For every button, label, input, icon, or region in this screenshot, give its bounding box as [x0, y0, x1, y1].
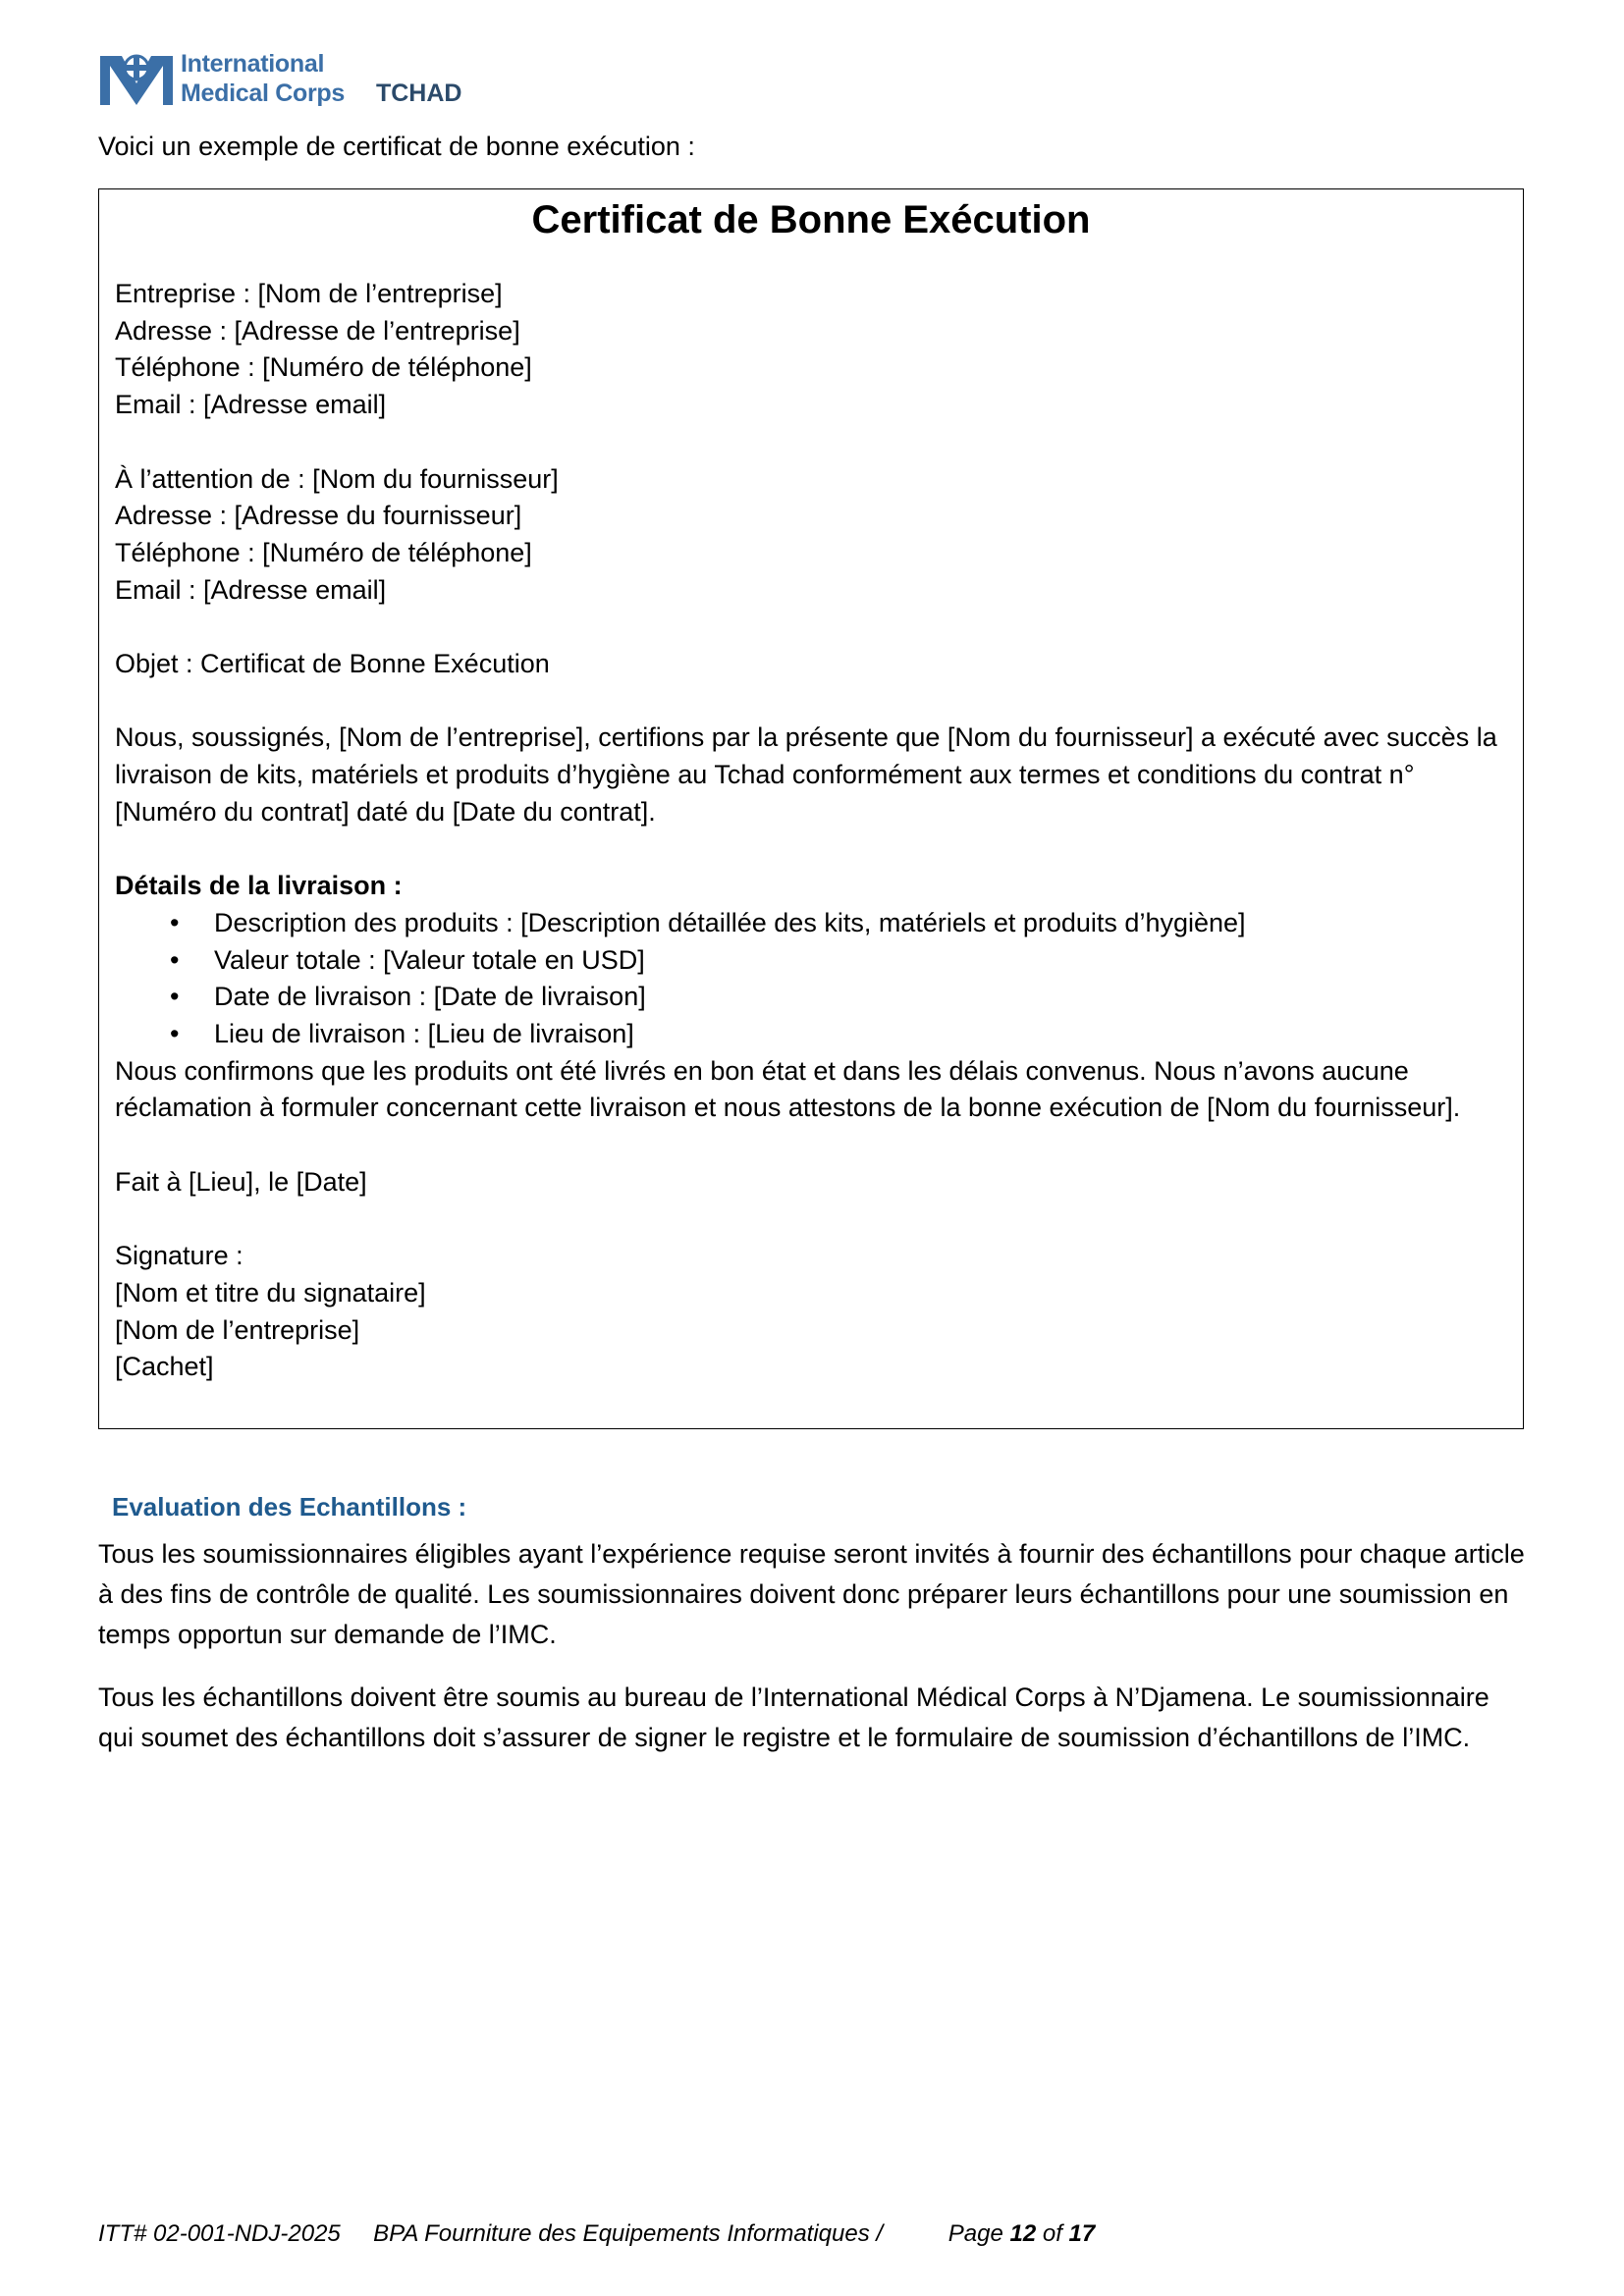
supplier-block	[115, 461, 1507, 610]
signature-line: [Cachet]	[115, 1352, 214, 1382]
supplier-line: Email : [Adresse email]	[115, 574, 387, 605]
company-line: Adresse : [Adresse de l’entreprise]	[115, 315, 520, 346]
supplier-line: Adresse : [Adresse du fournisseur]	[115, 501, 522, 531]
details-heading: Détails de la livraison :	[115, 871, 403, 901]
page-number: Page 12 of 17	[947, 2220, 1096, 2247]
logo-line-1: International	[181, 50, 325, 78]
evaluation-paragraph-1: Tous les soumissionnaires éligibles ayant l’expérience requise seront invités à fournir des échantillons pour chaque article à des fins de contrôle de qualité. Les soumissionnaires doivent donc préparer leurs échantillons pour une soumission en temps opportun sur demande de l’IMC.	[98, 1539, 1525, 1649]
list-item: • Date de livraison : [Date de livraison]	[115, 979, 1507, 1016]
page-current: 12	[1009, 2220, 1037, 2247]
page-footer	[98, 2220, 1095, 2248]
footer-title: BPA Fourniture des Equipements Informatiques /	[373, 2220, 884, 2247]
page-header	[98, 45, 461, 112]
subject-line: Objet : Certificat de Bonne Exécution	[115, 649, 550, 678]
supplier-line: À l’attention de : [Nom du fournisseur]	[115, 463, 559, 494]
list-item: • Description des produits : [Description détaillée des kits, matériels et produits d’hygiène]	[115, 905, 1507, 942]
imc-logo	[98, 45, 345, 112]
imc-logo-icon	[98, 48, 175, 109]
company-line: Entreprise : [Nom de l’entreprise]	[115, 279, 503, 308]
company-line: Téléphone : [Numéro de téléphone]	[115, 352, 532, 383]
confirmation-paragraph: Nous confirmons que les produits ont été livrés en bon état et dans les délais convenus. Nous n’avons aucune réclamation à formuler concernant cette livraison et nous attestons de la bonne exécution de [Nom du fournisseur].	[115, 1055, 1461, 1123]
evaluation-paragraph-2: Tous les échantillons doivent être soumis au bureau de l’International Médical Corps à N’Djamena. Le soumissionnaire qui soumet des échantillons doit s’assurer de signer le registre et le formulaire de soumission d’échantillons de l’IMC.	[98, 1682, 1489, 1752]
certification-paragraph: Nous, soussignés, [Nom de l’entreprise], certifions par la présente que [Nom du fournisseur] a exécuté avec succès la livraison de kits, matériels et produits d’hygiène au Tchad conformément aux termes et conditions du contrat n° [Numéro du contrat] daté du [Date du contrat].	[115, 722, 1497, 827]
signature-line: [Nom de l’entreprise]	[115, 1314, 360, 1345]
intro-text: Voici un exemple de certificat de bonne exécution :	[98, 132, 695, 161]
signature-line: [Nom et titre du signataire]	[115, 1277, 426, 1308]
logo-line-2: Medical Corps	[181, 80, 345, 107]
details-list	[115, 905, 1507, 1053]
list-item: • Valeur totale : [Valeur totale en USD]	[115, 942, 1507, 980]
country-label: TCHAD	[375, 80, 462, 107]
signature-line: Signature :	[115, 1241, 244, 1271]
certificate-box	[98, 188, 1524, 1429]
company-block	[115, 276, 1507, 424]
evaluation-heading: Evaluation des Echantillons :	[112, 1492, 467, 1522]
place-date-line: Fait à [Lieu], le [Date]	[115, 1166, 367, 1197]
supplier-line: Téléphone : [Numéro de téléphone]	[115, 537, 532, 567]
signature-block	[115, 1238, 1507, 1386]
certificate-title: Certificat de Bonne Exécution	[531, 198, 1091, 241]
footer-reference: ITT# 02-001-NDJ-2025	[98, 2220, 341, 2247]
company-line: Email : [Adresse email]	[115, 390, 387, 420]
page-total: 17	[1068, 2220, 1096, 2247]
list-item: • Lieu de livraison : [Lieu de livraison]	[115, 1016, 1507, 1053]
